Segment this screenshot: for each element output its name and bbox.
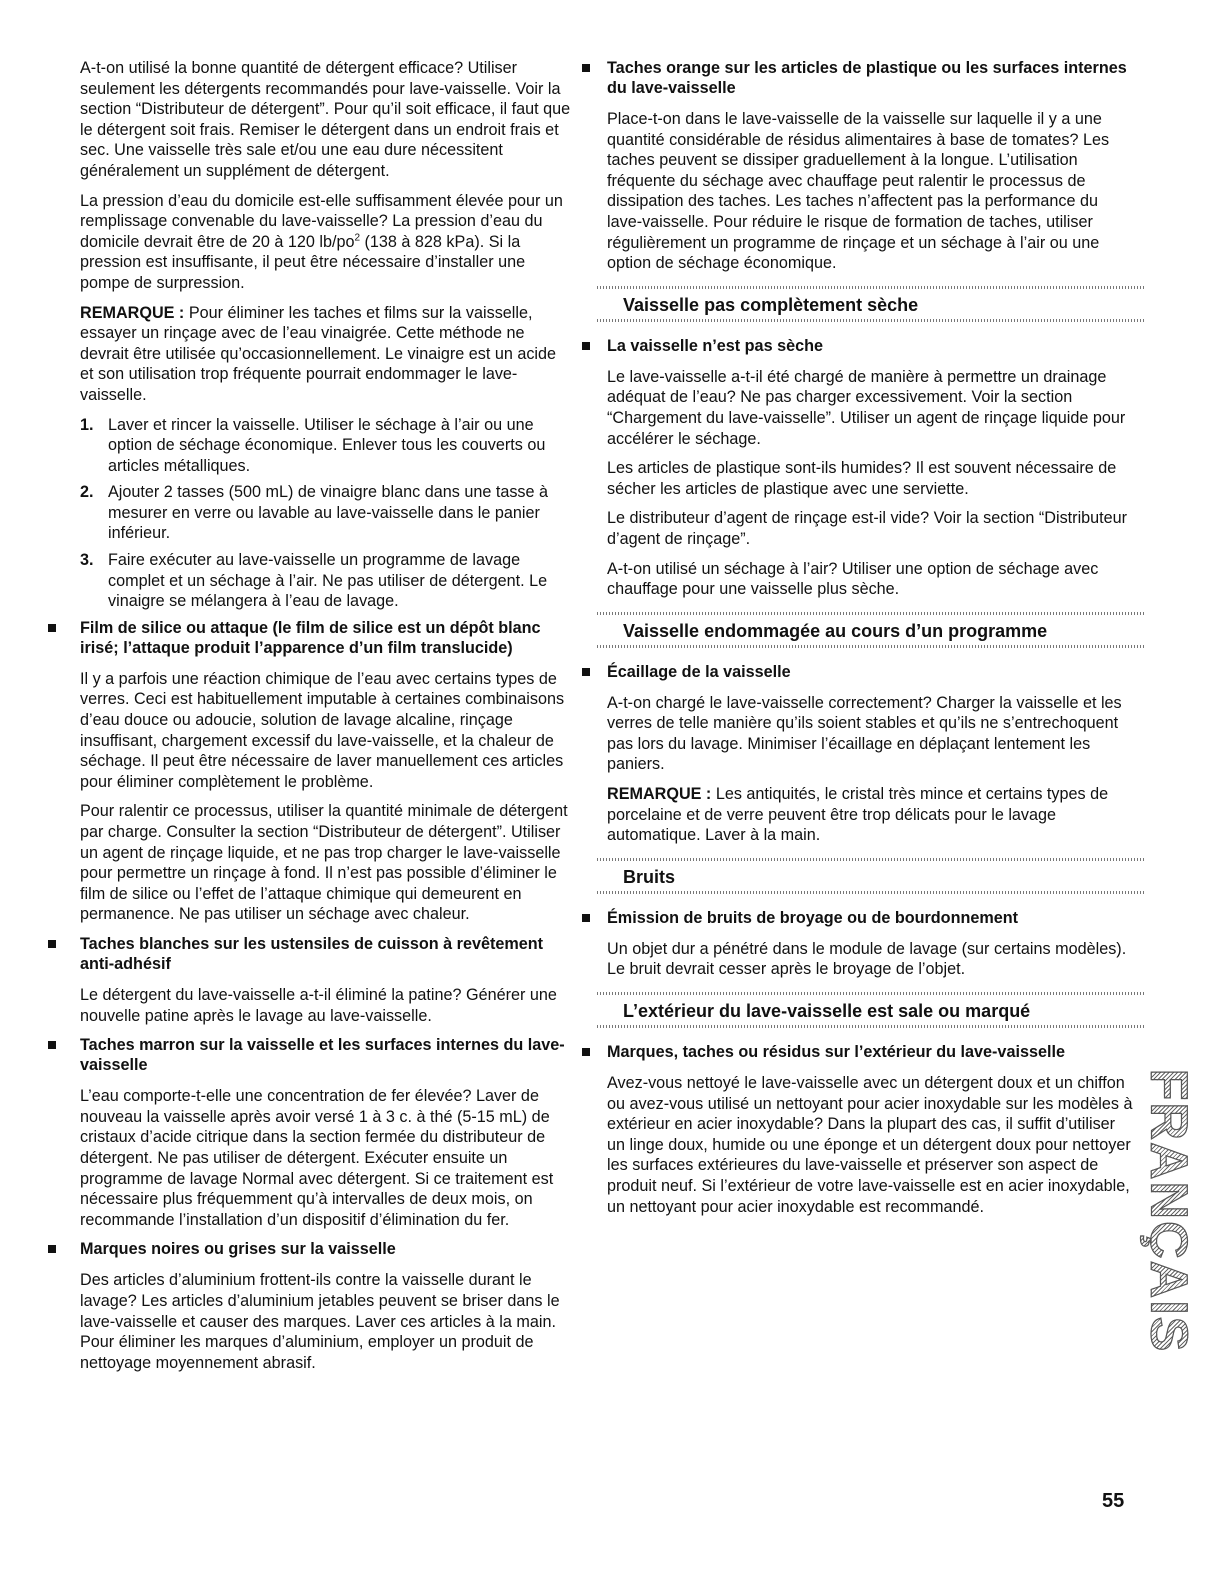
issue-text: Le détergent du lave-vaisselle a-t-il éliminé la patine? Générer une nouvelle patine après le lavage au lave-vaisselle. [80,985,557,1025]
paragraph-water-pressure [80,191,572,294]
bullet-square-icon [582,668,590,676]
water-pressure-text-a: La pression d’eau du domicile est-elle suffisamment élevée pour un remplissage convenable du lave-vaisselle? La pression d’eau du domicile devrait être de 20 à 120 lb/po [80,191,563,251]
issue-title: Taches blanches sur les ustensiles de cuisson à revêtement anti-adhésif [80,934,544,973]
issue-grinding-noise [607,908,1135,980]
issue-chipping [607,662,1135,846]
step-item [80,550,572,612]
issue-text: Des articles d’aluminium frottent-ils contre la vaisselle durant le lavage? Les articles d’aluminium jetables peuvent se briser dans le lave-vaisselle et causer des marques. Laver ces articles à la main. Pour éliminer les marques d’aluminium, employer un produit de nettoyage moyennement abrasif. [80,1271,560,1372]
issue-text: Le lave-vaisselle a-t-il été chargé de manière à permettre un drainage adéquat de l’eau? Ne pas charger excessivement. Voir la section “Chargement du lave-vaisselle”. Utiliser un agent de rinçage liquide pour accélérer le séchage. [607,367,1126,448]
right-column [607,58,1135,1226]
language-side-tab [1139,1068,1198,1354]
issue-title: Marques noires ou grises sur la vaisselle [80,1240,396,1259]
issue-text: Il y a parfois une réaction chimique de l’eau avec certains types de verres. Ceci est habituellement imputable à certaines combinaisons d’eau douce ou adoucie, solution de lavage alcaline, rinçage insuffisant, chargement excessif du lave-vaisselle, et la chaleur de séchage. Il peut être nécessaire de laver manuellement ces articles pour éliminer complètement le problème. [80,669,565,791]
section-heading-damaged: Vaisselle endommagée au cours d’un programme [597,612,1145,648]
issue-text: L’eau comporte-t-elle une concentration de fer élevée? Laver de nouveau la vaisselle après avoir versé 1 à 3 c. à thé (5-15 mL) de cristaux d’acide citrique dans la section fermée du distributeur de détergent. Ne pas utiliser de détergent. Exécuter ensuite un programme de lavage Normal avec détergent. Si ce traitement est nécessaire plus fréquemment qu’à intervalles de deux mois, on recommande l’installation d’un dispositif d’élimination du fer. [80,1087,554,1229]
issue-title: Émission de bruits de broyage ou de bourdonnement [607,908,1019,927]
section-heading-noises: Bruits [597,858,1145,894]
paragraph-detergent: A-t-on utilisé la bonne quantité de détergent efficace? Utiliser seulement les détergents recommandés pour lave-vaisselle. Voir la section “Distributeur de détergent”. Pour qu’il soit efficace, il faut que le détergent soit frais. Remiser le détergent dans un endroit frais et sec. Une vaisselle très sale et/ou une eau dure nécessitent généralement un supplément de détergent. [80,59,571,180]
issue-brown-spots [80,1035,572,1230]
note-text: Les antiquités, le cristal très mince et certains types de porcelaine et de verre peuvent être trop délicats pour le lavage automatique. Laver à la main. [607,785,1109,845]
step-item [80,482,572,544]
issue-text: A-t-on chargé le lave-vaisselle correctement? Charger la vaisselle et les verres de telle manière qu’ils soient stables et qu’ils ne s’entrechoquent pas lors du lavage. Minimiser l’écaillage en déplaçant lentement les paniers. [607,693,1122,774]
issue-title: Marques, taches ou résidus sur l’extérieur du lave-vaisselle [607,1043,1065,1062]
section-heading-not-dry: Vaisselle pas complètement sèche [597,286,1145,322]
bullet-square-icon [48,940,56,948]
issue-text: Le distributeur d’agent de rinçage est-il vide? Voir la section “Distributeur d’agent de rinçage”. [607,509,1128,548]
note-label: REMARQUE : [80,303,185,322]
note-vinegar [80,303,572,406]
bullet-square-icon [582,914,590,922]
bullet-square-icon [582,1048,590,1056]
issue-title: Taches orange sur les articles de plastique ou les surfaces internes du lave-vaisselle [607,59,1127,97]
page-number: 55 [1102,1490,1125,1512]
issue-orange-spots [607,58,1135,274]
step-text: Faire exécuter au lave-vaisselle un programme de lavage complet et un séchage à l’air. Ne pas utiliser de détergent. Le vinaigre se mélangera à l’eau de lavage. [108,551,548,611]
step-item [80,415,572,477]
side-tab-label: FRANÇAIS [1139,1068,1198,1354]
issue-text: A-t-on utilisé un séchage à l’air? Utiliser une option de séchage avec chauffage pour une vaisselle plus sèche. [607,559,1099,599]
issue-text: Avez-vous nettoyé le lave-vaisselle avec un détergent doux et un chiffon ou avez-vous utilisé un nettoyant pour acier inoxydable sur les modèles à extérieur en acier inoxydable? Dans la plupart des cas, il suffit d’utiliser un linge doux, humide ou une éponge et un détergent doux pour nettoyer les surfaces extérieures du lave-vaisselle et préserver son aspect de produit neuf. Si l’extérieur de votre lave-vaisselle est en acier inoxydable, un nettoyant pour acier inoxydable est recommandé. [607,1074,1133,1216]
note-label: REMARQUE : [607,785,712,804]
step-number: 2. [80,483,94,502]
bullet-square-icon [48,624,56,632]
bullet-square-icon [582,342,590,350]
issue-black-gray-marks [80,1239,572,1373]
issue-text: Les articles de plastique sont-ils humides? Il est souvent nécessaire de sécher les articles de plastique avec une serviette. [607,459,1117,498]
issue-title: Taches marron sur la vaisselle et les surfaces internes du lave-vaisselle [80,1036,565,1075]
step-text: Ajouter 2 tasses (500 mL) de vinaigre blanc dans une tasse à mesurer en verre ou lavable au lave-vaisselle dans le panier inférieur. [108,483,549,543]
issue-silica-film [80,618,572,925]
note-text: Pour éliminer les taches et films sur la vaisselle, essayer un rinçage avec de l’eau vinaigrée. Cette méthode ne devrait être utilisée qu’occasionnellement. Le vinaigre est un acide et son utilisation trop fréquente pourrait endommager le lave-vaisselle. [80,303,557,404]
issue-title: Film de silice ou attaque (le film de silice est un dépôt blanc irisé; l’attaque produit l’apparence d’un film translucide) [80,618,541,657]
issue-text: Un objet dur a pénétré dans le module de lavage (sur certains modèles). Le bruit devrait cesser après le broyage de l’objet. [607,939,1127,979]
bullet-square-icon [48,1041,56,1049]
step-text: Laver et rincer la vaisselle. Utiliser le séchage à l’air ou une option de séchage économique. Enlever tous les couverts ou articles métalliques. [108,415,546,475]
step-number: 3. [80,551,94,570]
issue-exterior-marks [607,1042,1135,1217]
left-column [80,58,572,1382]
water-pressure-text-b: (138 à 828 kPa). Si la pression est insuffisante, il peut être nécessaire d’installer une pompe de surpression. [80,232,526,292]
bullet-square-icon [48,1245,56,1253]
vinegar-steps-list [80,415,572,612]
issue-note [607,784,1135,846]
issue-white-spots-cookware [80,934,572,1026]
issue-title: Écaillage de la vaisselle [607,662,791,681]
section-heading-exterior: L’extérieur du lave-vaisselle est sale ou marqué [597,992,1145,1028]
issue-dishes-not-dry [607,336,1135,600]
superscript-2: 2 [354,232,361,244]
step-number: 1. [80,415,94,434]
issue-text: Place-t-on dans le lave-vaisselle de la vaisselle sur laquelle il y a une quantité considérable de résidus alimentaires à base de tomates? Les taches peuvent se dissiper graduellement à la longue. L’utilisation fréquente du séchage avec chauffage peut ralentir le processus de dissipation des taches. Les taches n’affectent pas la performance du lave-vaisselle. Pour réduire le risque de formation de taches, utiliser régulièrement un programme de rinçage et un séchage à l’air ou une option de séchage économique. [607,110,1110,273]
issue-text: Pour ralentir ce processus, utiliser la quantité minimale de détergent par charge. Consulter la section “Distributeur de détergent”. Utiliser un agent de rinçage liquide, et ne pas trop charger le lave-vaisselle pour permettre un rinçage à fond. Il n’est pas possible d’éliminer le film de silice ou l’effet de l’attaque chimique qui demeurent en permanence. Ne pas utiliser un séchage avec chaleur. [80,802,568,924]
issue-title: La vaisselle n’est pas sèche [607,336,823,355]
bullet-square-icon [582,64,590,72]
